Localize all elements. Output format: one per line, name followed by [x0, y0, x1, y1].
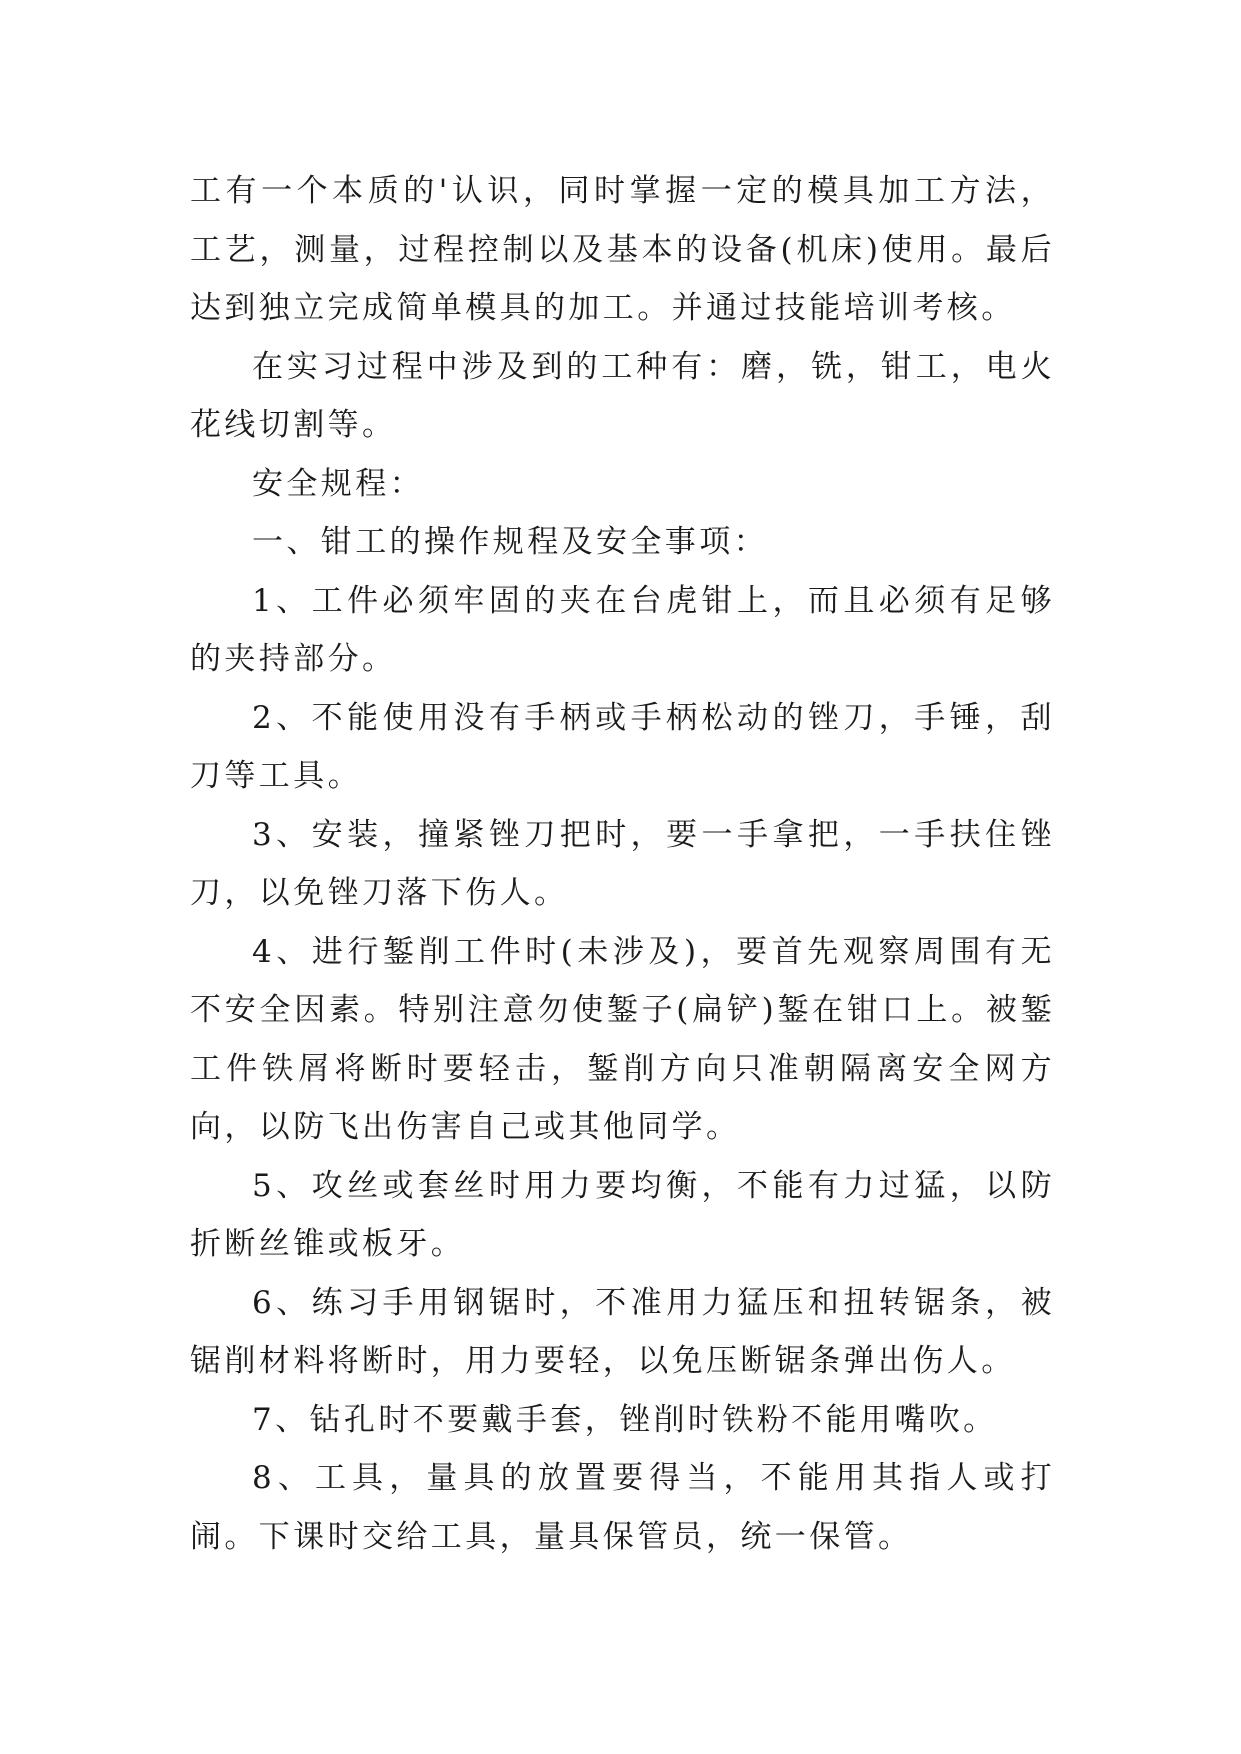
rule-item-2: 2、不能使用没有手柄或手柄松动的锉刀，手锤，刮刀等工具。	[190, 699, 1055, 794]
rule-item-3: 3、安装，撞紧锉刀把时，要一手拿把，一手扶住锉刀，以免锉刀落下伤人。	[190, 816, 1055, 911]
document-body	[190, 162, 1055, 1566]
rule-item-4: 4、进行錾削工件时(未涉及)，要首先观察周围有无不安全因素。特别注意勿使錾子(扁铲)錾在钳口上。被錾工件铁屑将断时要轻击，錾削方向只准朝隔离安全网方向，以防飞出伤害自己或其他同学。	[190, 933, 1055, 1145]
paragraph-intro-continuation: 工有一个本质的'认识，同时掌握一定的模具加工方法，工艺，测量，过程控制以及基本的设备(机床)使用。最后达到独立完成简单模具的加工。并通过技能培训考核。	[190, 173, 1055, 326]
rule-item-1: 1、工件必须牢固的夹在台虎钳上，而且必须有足够的夹持部分。	[190, 582, 1055, 677]
rule-item-7: 7、钻孔时不要戴手套，锉削时铁粉不能用嘴吹。	[252, 1401, 998, 1438]
rule-item-5: 5、攻丝或套丝时用力要均衡，不能有力过猛，以防折断丝锥或板牙。	[190, 1167, 1055, 1262]
subsection-heading-fitter-rules: 一、钳工的操作规程及安全事项：	[252, 524, 768, 560]
rule-item-6: 6、练习手用钢锯时，不准用力猛压和扭转锯条，被锯削材料将断时，用力要轻，以免压断锯条弹出伤人。	[190, 1284, 1055, 1379]
rule-item-8: 8、工具，量具的放置要得当，不能用其指人或打闹。下课时交给工具，量具保管员，统一保管。	[190, 1460, 1055, 1555]
paragraph-trades: 在实习过程中涉及到的工种有：磨，铣，钳工，电火花线切割等。	[190, 348, 1055, 443]
section-heading-safety-rules: 安全规程：	[252, 465, 424, 502]
